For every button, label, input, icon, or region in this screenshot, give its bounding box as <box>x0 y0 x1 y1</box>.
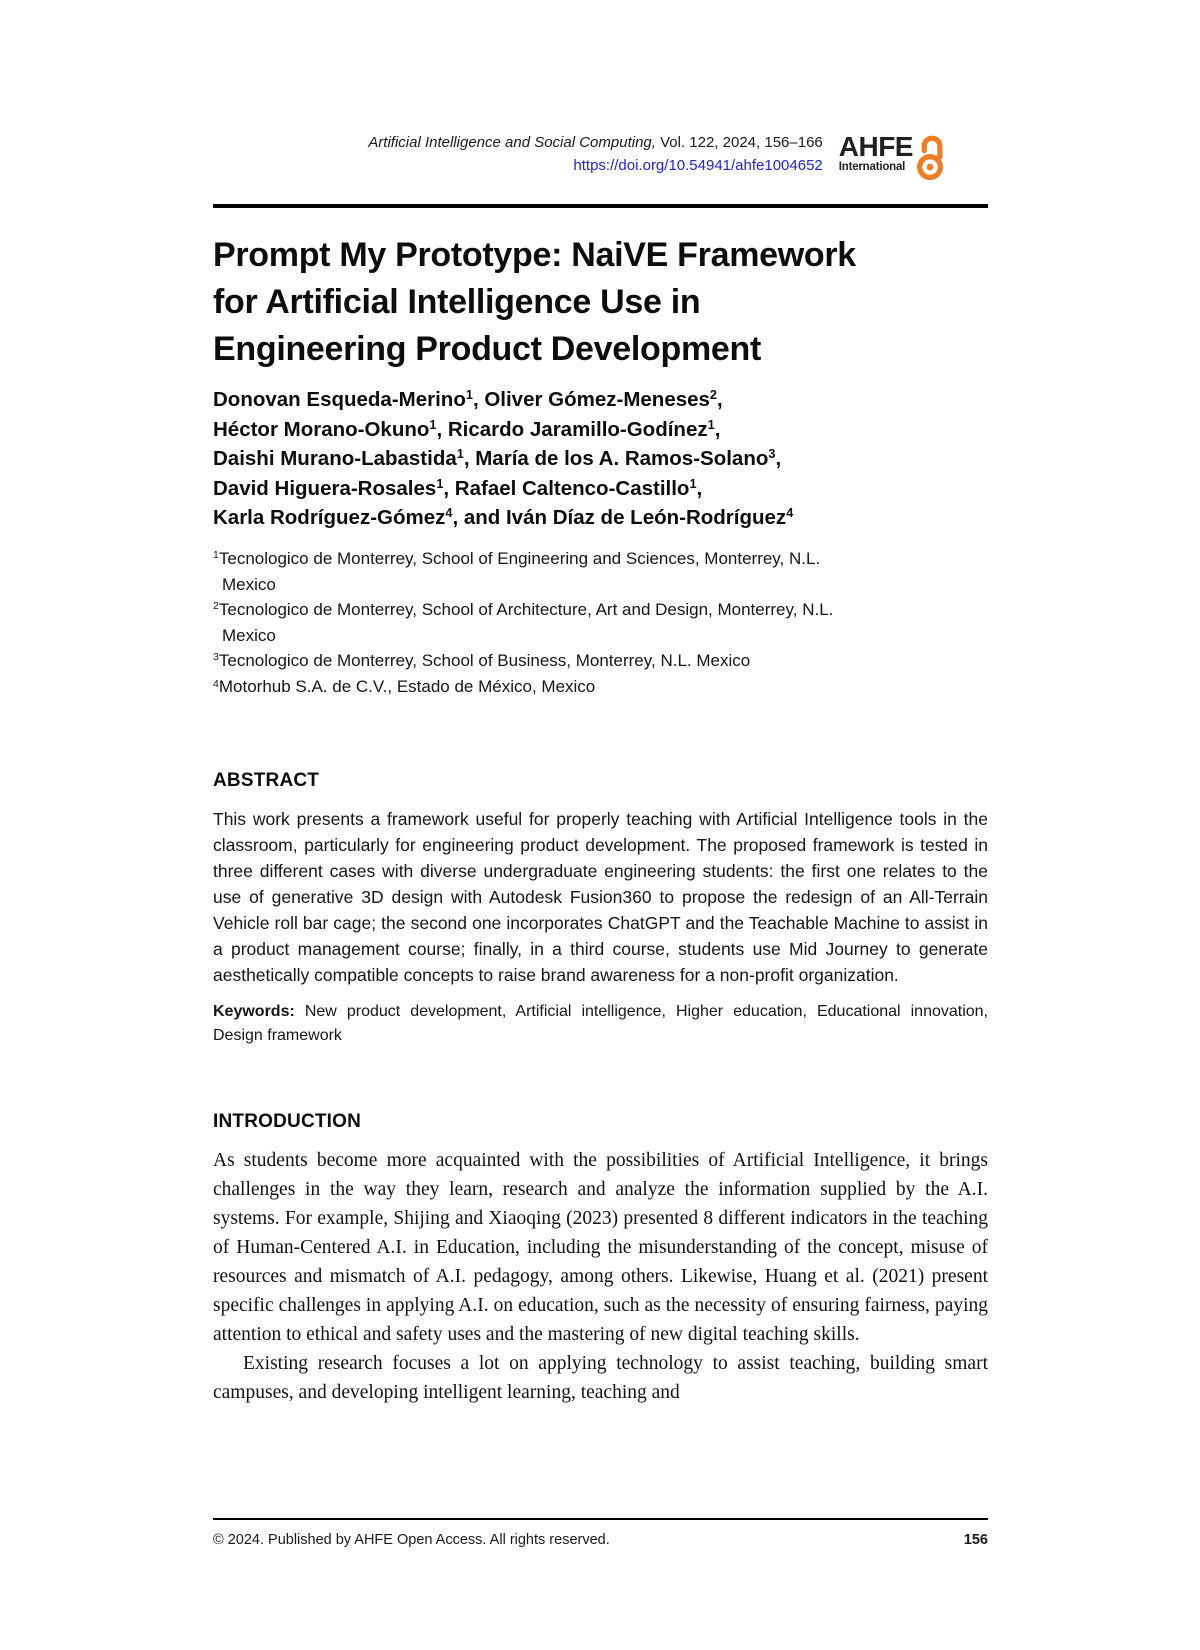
keywords-label: Keywords: <box>213 1002 295 1020</box>
authors-block <box>213 386 988 534</box>
superscript-marker: 1 <box>465 387 473 403</box>
author-line: David Higuera-Rosales$^1$, Rafael Caltenco-Castillo$^1$, <box>213 475 703 500</box>
superscript-marker: 3 <box>768 446 776 462</box>
page-title-line: Engineering Product Development <box>213 330 761 368</box>
logo-subtitle: International <box>838 161 906 173</box>
superscript-marker: 2 <box>709 387 717 403</box>
copyright-text: © 2024. Published by AHFE Open Access. All rights reserved. <box>213 1532 610 1548</box>
superscript-marker: 1 <box>429 416 437 432</box>
superscript-marker: 4 <box>786 505 794 521</box>
superscript-marker: 4 <box>213 677 219 690</box>
abstract-text: This work presents a framework useful for properly teaching with Artificial Intelligence tools in the classroom, particularly for engineering product development. The proposed framework is tested in three different cases with diverse undergraduate engineering students: the first one relates to the use of generative 3D design with Autodesk Fusion360 to propose the redesign of an All-Terrain Vehicle roll bar cage; the second one incorporates ChatGPT and the Teachable Machine to assist in a product management course; finally, in a third course, students use Mid Journey to generate aesthetically compatible concepts to raise brand awareness for a non-profit organization. <box>213 808 988 985</box>
keywords-text: New product development, Artificial intelligence, Higher education, Educational innovation, Design framework <box>213 1002 988 1044</box>
superscript-marker: 4 <box>445 505 453 521</box>
header-divider-rule <box>213 204 988 208</box>
journal-title: Artificial Intelligence and Social Computing, <box>368 134 656 151</box>
journal-volume: Vol. 122, 2024, 156–166 <box>655 134 823 151</box>
journal-line <box>368 131 822 154</box>
footer-row <box>213 1532 988 1548</box>
superscript-marker: 1 <box>707 416 715 432</box>
ahfe-logo <box>838 131 944 185</box>
superscript-marker: 1 <box>456 446 464 462</box>
affiliation-line: $^3$Tecnologico de Monterrey, School of Business, Monterrey, N.L. Mexico <box>213 650 751 670</box>
logo-wordmark <box>838 131 913 173</box>
keywords-line <box>213 1000 988 1049</box>
page-title <box>213 232 988 373</box>
affiliations-block <box>213 547 988 702</box>
superscript-marker: 1 <box>213 549 219 562</box>
open-access-lock-icon <box>916 131 944 185</box>
introduction-paragraph: Existing research focuses a lot on applying technology to assist teaching, building smart campuses, and developing intelligent learning, teaching and <box>213 1352 988 1403</box>
affiliation-line: $^4$Motorhub S.A. de C.V., Estado de México, Mexico <box>213 677 596 696</box>
affiliation-line: $^1$Tecnologico de Monterrey, School of Engineering and Sciences, Monterrey, N.L. <box>213 548 821 568</box>
affiliation-line: $^2$Tecnologico de Monterrey, School of Architecture, Art and Design, Monterrey, N.L. <box>213 599 834 619</box>
page-title-line: for Artificial Intelligence Use in <box>213 283 701 321</box>
header <box>213 0 988 185</box>
introduction-paragraph: As students become more acquainted with the possibilities of Artificial Intelligence, it brings challenges in the way they learn, research and analyze the information supplied by the A.I. systems. For example, Shijing and Xiaoqing (2023) presented 8 different indicators in the teaching of Human-Centered A.I. in Education, including the misunderstanding of the concept, misuse of resources and mismatch of A.I. pedagogy, among others. Likewise, Huang et al. (2021) present specific challenges in applying A.I. on education, such as the necessity of ensuring fairness, paying attention to ethical and safety uses and the mastering of new digital teaching skills. <box>213 1149 988 1345</box>
superscript-marker: 2 <box>213 600 219 613</box>
header-citation <box>368 131 822 177</box>
footer-divider-rule <box>213 1518 988 1520</box>
content-column <box>213 0 988 1407</box>
superscript-marker: 1 <box>436 475 444 491</box>
author-line: Karla Rodríguez-Gómez$^4$, and Iván Díaz de León-Rodríguez$^4$ <box>213 505 794 529</box>
abstract-heading: ABSTRACT <box>213 769 320 791</box>
superscript-marker: 3 <box>213 651 219 664</box>
doi-link[interactable]: https://doi.org/10.54941/ahfe1004652 <box>573 157 823 174</box>
affiliation-line: Mexico <box>222 575 276 594</box>
page-title-line: Prompt My Prototype: NaiVE Framework <box>213 236 856 274</box>
logo-title: AHFE <box>838 131 913 162</box>
author-line: Héctor Morano-Okuno$^1$, Ricardo Jaramillo-Godínez$^1$, <box>213 416 721 441</box>
footer <box>213 1518 988 1548</box>
superscript-marker: 1 <box>689 475 697 491</box>
introduction-heading: INTRODUCTION <box>213 1110 362 1132</box>
page-number: 156 <box>963 1532 988 1548</box>
author-line: Donovan Esqueda-Merino$^1$, Oliver Gómez-Meneses$^2$, <box>213 387 723 411</box>
introduction-text <box>213 1146 988 1407</box>
author-line: Daishi Murano-Labastida$^1$, María de los A. Ramos-Solano$^3$, <box>213 446 782 470</box>
affiliation-line: Mexico <box>222 626 276 645</box>
